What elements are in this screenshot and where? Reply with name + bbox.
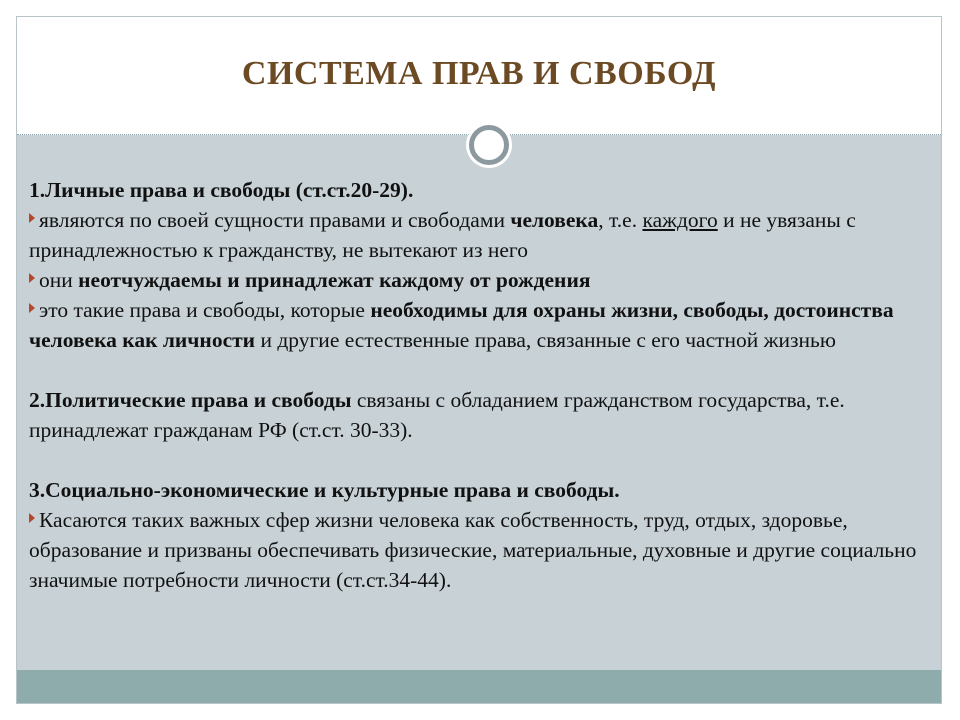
slide-title: СИСТЕМА ПРАВ И СВОБОД [241, 55, 717, 92]
text-run: и не увязаны с принадлежностью к гражданству, не вытекают из него [29, 208, 856, 262]
triangle-bullet-icon [29, 513, 35, 523]
underlined-run: каждого [642, 208, 718, 232]
section-1-heading-text: 1.Личные права и свободы (ст.ст.20-29). [29, 178, 414, 202]
bold-run: 2.Политические права и свободы [29, 388, 352, 412]
section-3-bullet-1 [29, 505, 934, 595]
section-1-bullet-1 [29, 205, 934, 265]
section-2 [29, 385, 934, 445]
circle-divider-icon [469, 125, 509, 165]
text-run: и другие естественные права, связанные с его частной жизнью [255, 328, 836, 352]
spacer [29, 355, 934, 385]
triangle-bullet-icon [29, 273, 35, 283]
text-run: Касаются таких важных сфер жизни человека как собственность, труд, отдых, здоровье, образование и призваны обеспечивать физические, материальные, духовные и другие социально значимые потребности личности (ст.ст.34-44). [29, 508, 917, 592]
bold-run: необходимы для охраны жизни, свободы, достоинства человека как личности [29, 298, 894, 352]
content-area [17, 135, 941, 670]
section-1-bullet-3 [29, 295, 934, 355]
text-run: это такие права и свободы, которые [39, 298, 371, 322]
text-run: являются по своей сущности правами и свободами [39, 208, 511, 232]
section-3-heading [29, 475, 934, 505]
section-1-heading [29, 175, 934, 205]
footer-band [17, 670, 941, 703]
text-run: связаны с обладанием гражданством государства, т.е. принадлежат гражданам РФ (ст.ст. 30-33). [29, 388, 845, 442]
triangle-bullet-icon [29, 213, 35, 223]
triangle-bullet-icon [29, 303, 35, 313]
section-1-bullet-2 [29, 265, 934, 295]
bold-run: неотчуждаемы и принадлежат каждому от рождения [78, 268, 591, 292]
section-3-heading-text: 3.Социально-экономические и культурные права и свободы. [29, 478, 620, 502]
text-run: они [39, 268, 79, 292]
bold-run: человека [510, 208, 599, 232]
title-area [17, 17, 941, 135]
content-text [29, 175, 934, 595]
slide [16, 16, 942, 704]
text-run: , т.е. [598, 208, 643, 232]
spacer [29, 445, 934, 475]
